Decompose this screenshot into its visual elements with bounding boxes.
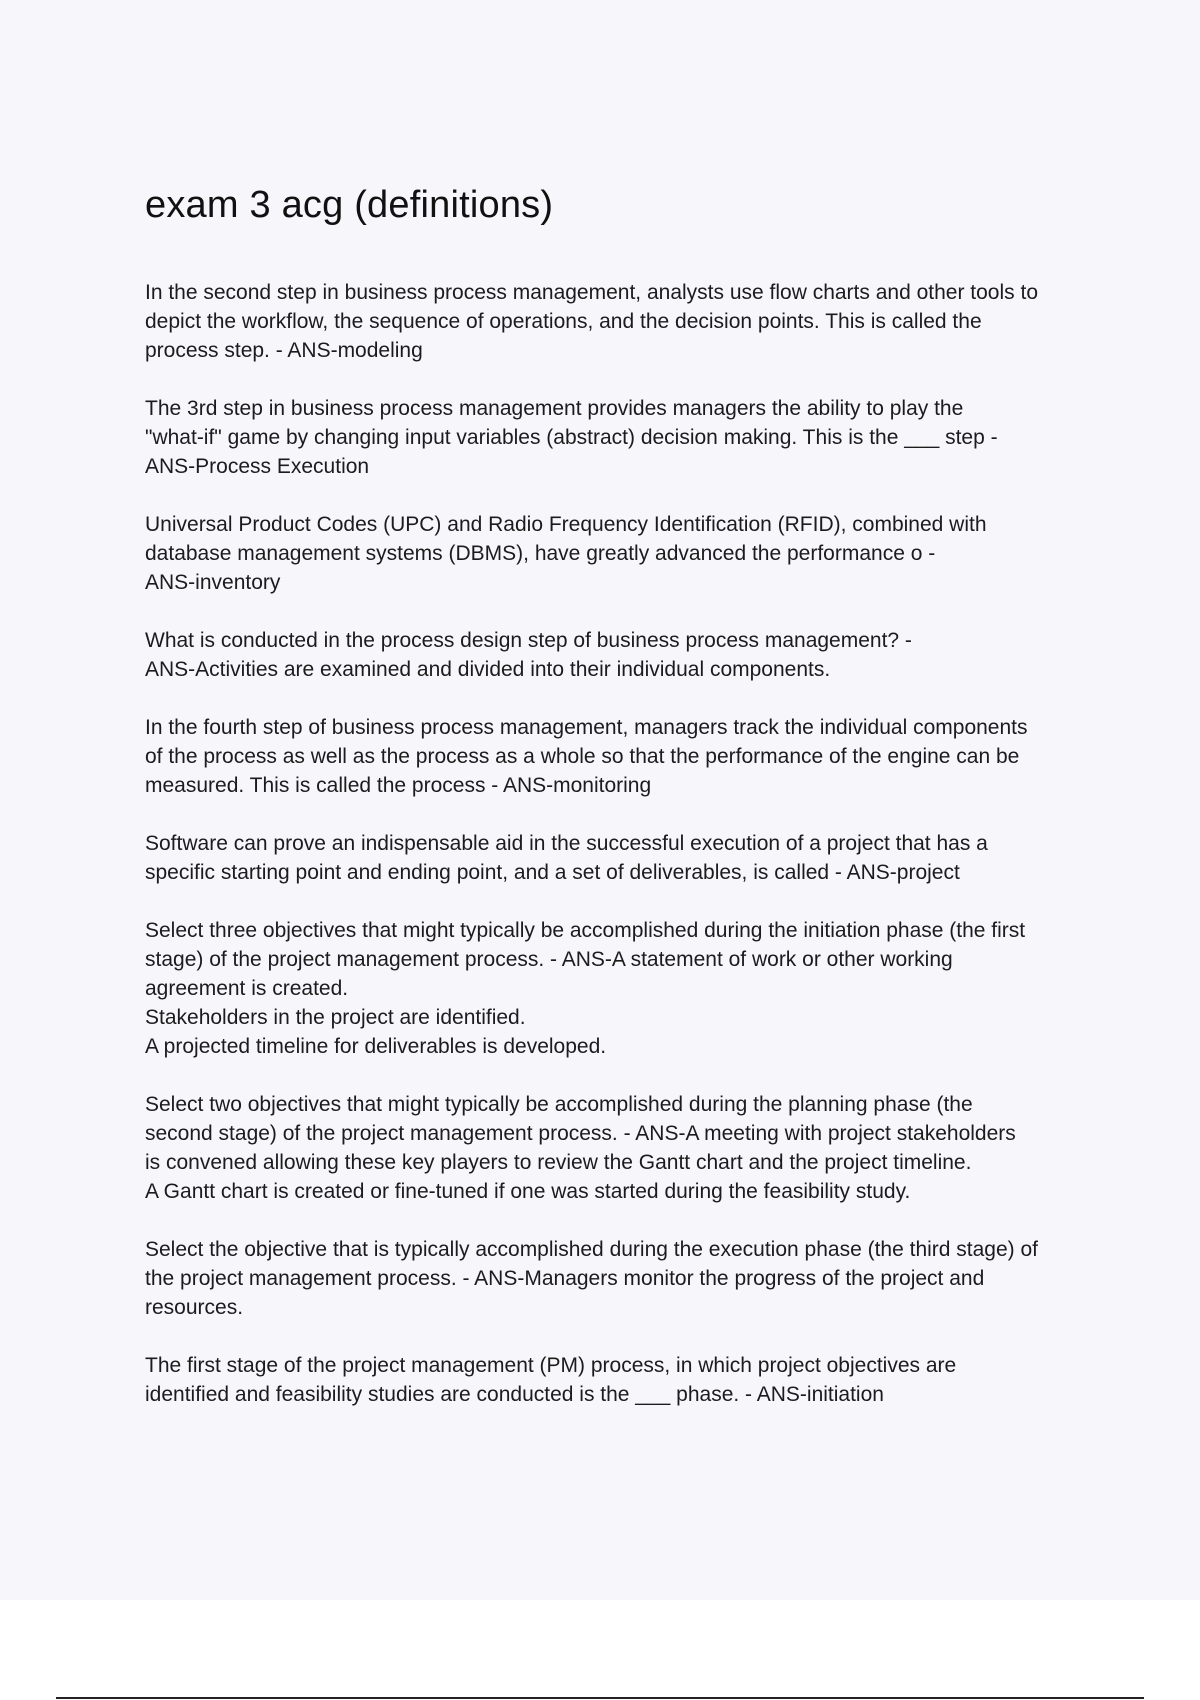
definition-line: Stakeholders in the project are identified. <box>145 1006 526 1029</box>
definition-entry <box>145 829 1095 887</box>
definition-line: Software can prove an indispensable aid in the successful execution of a project that has a <box>145 832 988 855</box>
definition-line: specific starting point and ending point, and a set of deliverables, is called - ANS-project <box>145 861 960 884</box>
definition-line: A Gantt chart is created or fine-tuned if one was started during the feasibility study. <box>145 1180 911 1203</box>
definition-line: of the process as well as the process as a whole so that the performance of the engine can be <box>145 745 1020 768</box>
definition-line: process step. - ANS-modeling <box>145 339 423 362</box>
definition-entry <box>145 1090 1095 1206</box>
definition-line: The first stage of the project management (PM) process, in which project objectives are <box>145 1354 957 1377</box>
definition-line: resources. <box>145 1296 244 1319</box>
footer-divider <box>56 1697 1144 1699</box>
definition-line: "what-if" game by changing input variables (abstract) decision making. This is the ___ step - <box>145 426 998 449</box>
definition-line: is convened allowing these key players to review the Gantt chart and the project timeline. <box>145 1151 972 1174</box>
definition-line: agreement is created. <box>145 977 349 1000</box>
definition-line: ANS-Process Execution <box>145 455 370 478</box>
definition-line: The 3rd step in business process management provides managers the ability to play the <box>145 397 964 420</box>
definition-line: ANS-Activities are examined and divided into their individual components. <box>145 658 831 681</box>
definition-line: identified and feasibility studies are conducted is the ___ phase. - ANS-initiation <box>145 1383 884 1406</box>
document-title: exam 3 acg (definitions) <box>145 184 554 226</box>
definition-line: Select the objective that is typically accomplished during the execution phase (the third stage) of <box>145 1238 1039 1261</box>
definition-entry <box>145 510 1095 597</box>
definition-list <box>145 278 1095 1438</box>
definition-line: second stage) of the project management process. - ANS-A meeting with project stakeholders <box>145 1122 1016 1145</box>
definition-line: ANS-inventory <box>145 571 281 594</box>
definition-entry <box>145 1351 1095 1409</box>
definition-line: A projected timeline for deliverables is developed. <box>145 1035 607 1058</box>
definition-line: stage) of the project management process. - ANS-A statement of work or other working <box>145 948 953 971</box>
definition-entry <box>145 713 1095 800</box>
definition-line: In the second step in business process management, analysts use flow charts and other tools to <box>145 281 1039 304</box>
definition-entry <box>145 916 1095 1061</box>
definition-entry <box>145 394 1095 481</box>
definition-line: What is conducted in the process design step of business process management? - <box>145 629 912 652</box>
definition-line: Select two objectives that might typically be accomplished during the planning phase (the <box>145 1093 973 1116</box>
definition-line: the project management process. - ANS-Managers monitor the progress of the project and <box>145 1267 985 1290</box>
definition-line: database management systems (DBMS), have greatly advanced the performance o - <box>145 542 936 565</box>
definition-line: measured. This is called the process - ANS-monitoring <box>145 774 652 797</box>
definition-entry <box>145 278 1095 365</box>
definition-entry <box>145 626 1095 684</box>
definition-line: depict the workflow, the sequence of operations, and the decision points. This is called the <box>145 310 982 333</box>
definition-entry <box>145 1235 1095 1322</box>
definition-line: In the fourth step of business process management, managers track the individual components <box>145 716 1028 739</box>
definition-line: Universal Product Codes (UPC) and Radio Frequency Identification (RFID), combined with <box>145 513 987 536</box>
definition-line: Select three objectives that might typically be accomplished during the initiation phase (the first <box>145 919 1026 942</box>
